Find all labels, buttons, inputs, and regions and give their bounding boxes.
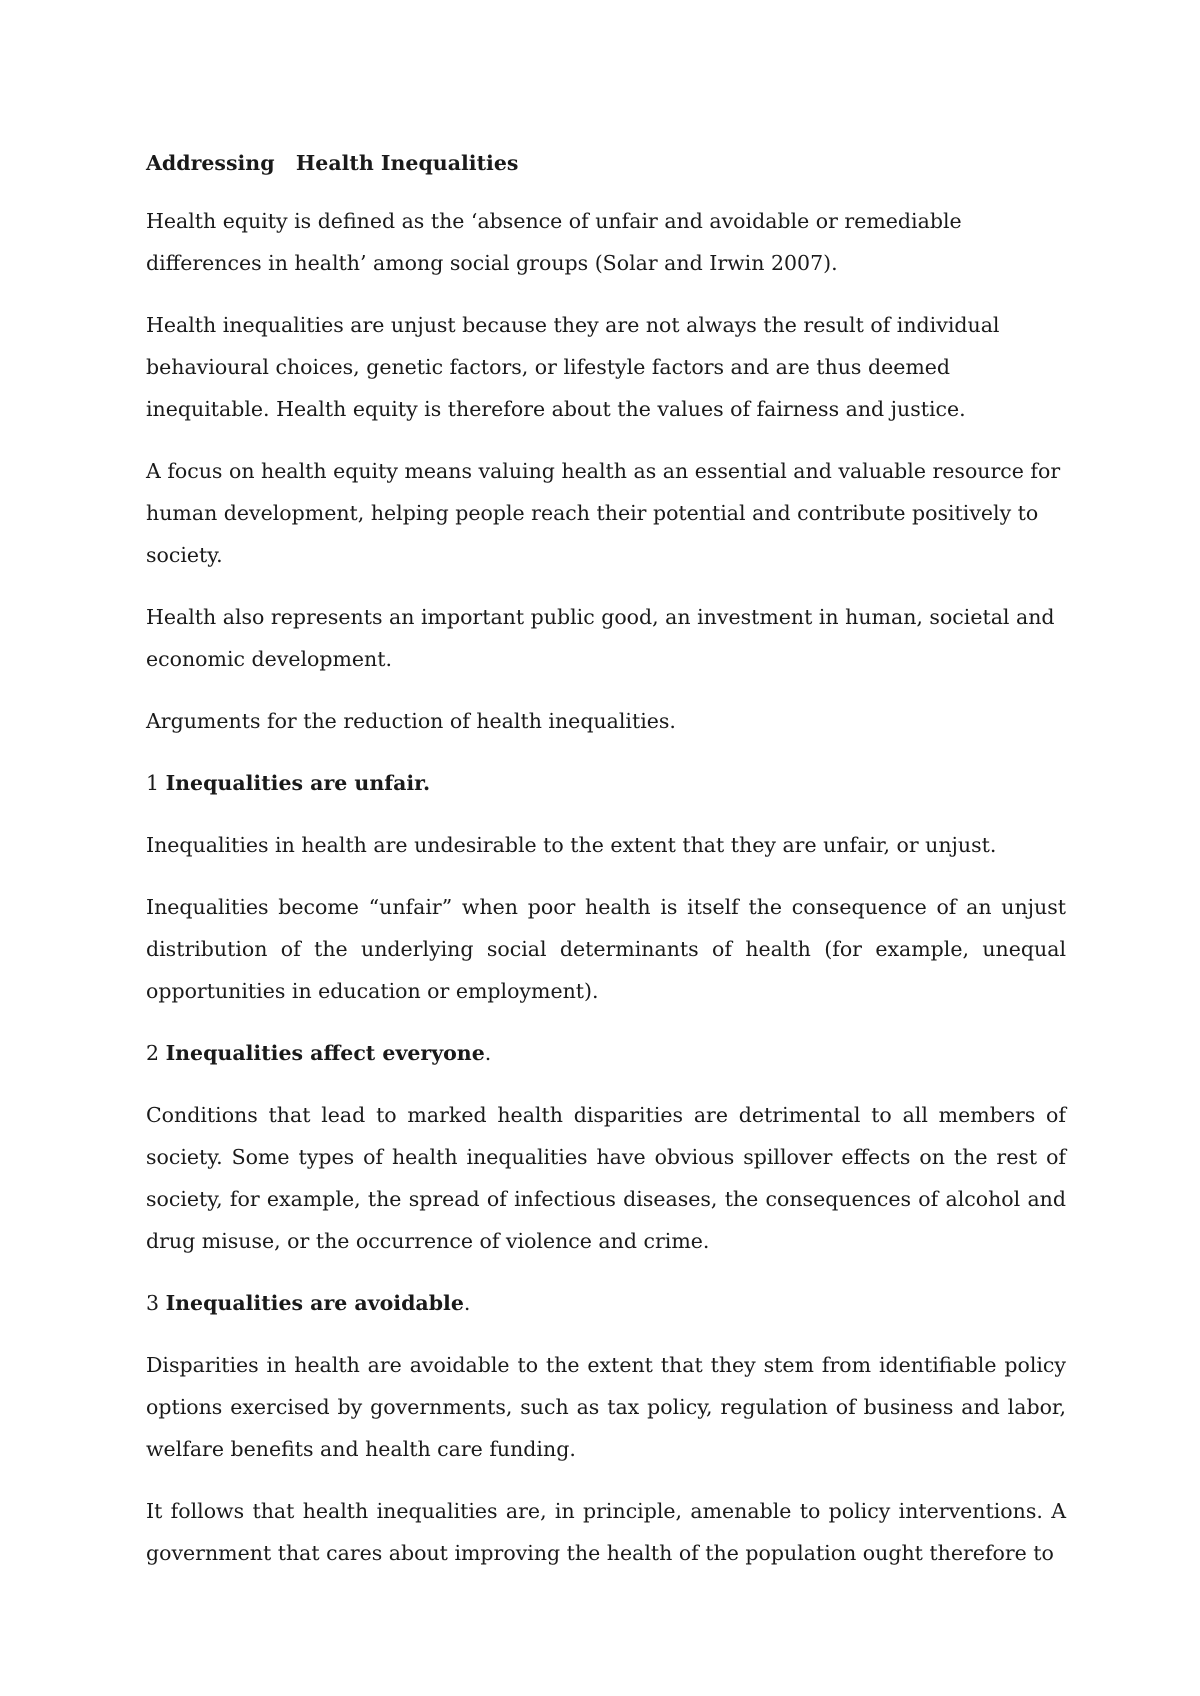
paragraph-arguments-intro: Arguments for the reduction of health inequalities. [146, 709, 676, 733]
paragraph-disparities: Disparities in health are avoidable to the extent that they stem from identifiable policy options exercised by governments, such as tax policy, regulation of business and labor, welfare benefits and health care funding. [146, 1353, 1066, 1461]
heading-suffix: . [463, 1291, 471, 1315]
paragraph-unjust: Health inequalities are unjust because they are not always the result of individual behavioural choices, genetic factors, or lifestyle factors and are thus deemed inequitable. Health equity is therefore about the values of fairness and justice. [146, 313, 1000, 421]
paragraph-definition: Health equity is defined as the ‘absence of unfair and avoidable or remediable differences in health’ among social groups (Solar and Irwin 2007). [146, 209, 962, 275]
document-body [146, 142, 1066, 1594]
heading-unfair [146, 762, 1066, 804]
paragraph-public-good: Health also represents an important public good, an investment in human, societal and economic development. [146, 605, 1055, 671]
heading-avoidable [146, 1282, 1066, 1324]
heading-text: Inequalities are avoidable [165, 1291, 464, 1315]
paragraph-unfair-explanation: Inequalities become “unfair” when poor health is itself the consequence of an unjust distribution of the underlying social determinants of health (for example, unequal opportunities in education or employment). [146, 895, 1066, 1003]
paragraph-policy: It follows that health inequalities are, in principle, amenable to policy interventions. A government that cares about improving the health of the population ought therefore to [146, 1499, 1066, 1565]
heading-affect-everyone [146, 1032, 1066, 1074]
heading-number: 1 [146, 771, 166, 795]
heading-suffix: . [484, 1041, 492, 1065]
paragraph-focus: A focus on health equity means valuing health as an essential and valuable resource for human development, helping people reach their potential and contribute positively to society. [146, 459, 1061, 567]
paragraph-conditions: Conditions that lead to marked health disparities are detrimental to all members of society. Some types of health inequalities have obvious spillover effects on the rest of society, for example, the spread of infectious diseases, the consequences of alcohol and drug misuse, or the occurrence of violence and crime. [146, 1103, 1066, 1253]
heading-text: Inequalities affect everyone [165, 1041, 485, 1065]
heading-number: 2 [146, 1041, 166, 1065]
document-title: Addressing Health Inequalities [146, 151, 519, 175]
heading-text: Inequalities are unfair. [165, 771, 431, 795]
paragraph-undesirable: Inequalities in health are undesirable to the extent that they are unfair, or unjust. [146, 833, 997, 857]
heading-number: 3 [146, 1291, 166, 1315]
